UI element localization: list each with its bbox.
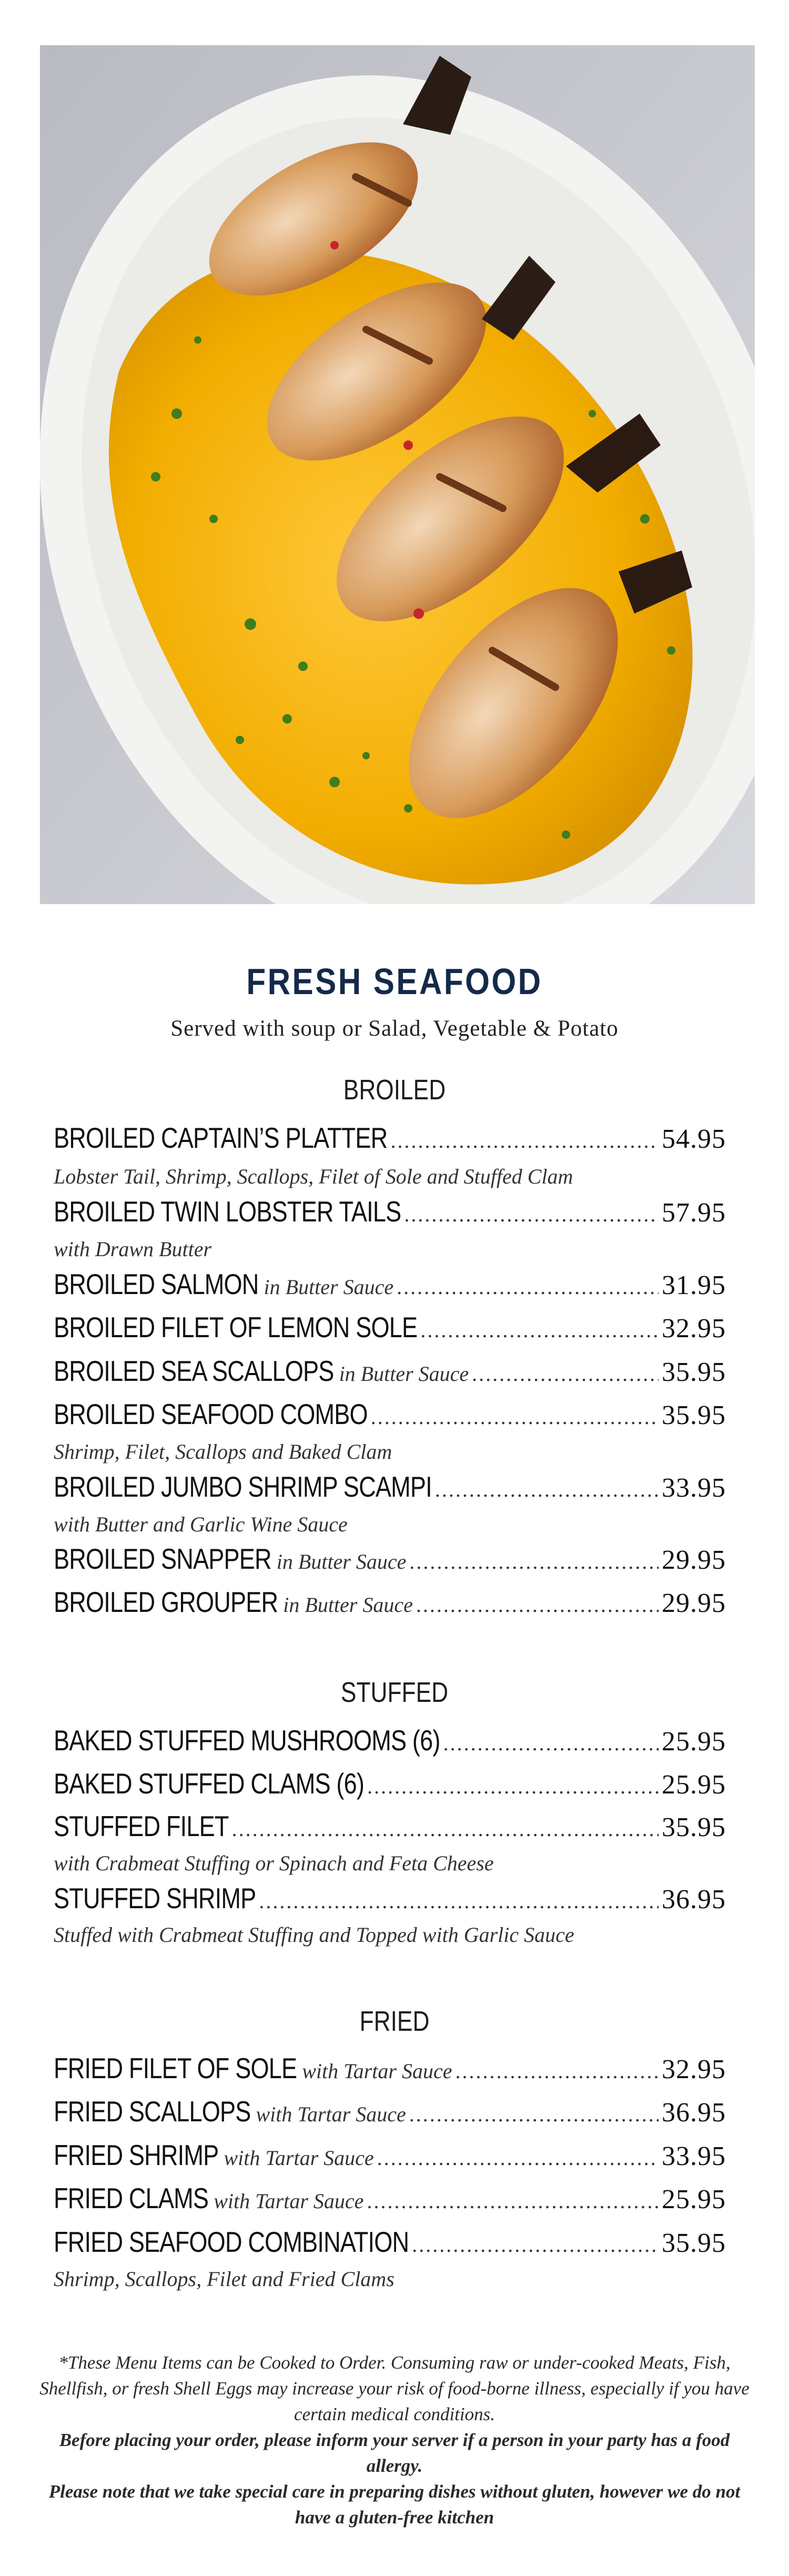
footer-notes: [37, 2350, 752, 2530]
menu-item: [54, 2225, 726, 2259]
hero-photo: [40, 45, 755, 904]
section-heading-broiled: BROILED: [343, 1074, 446, 1106]
leader-dots: [455, 2059, 659, 2083]
menu-item: [54, 1267, 726, 1301]
section-heading-stuffed: STUFFED: [340, 1677, 449, 1708]
menu-item: [54, 1121, 726, 1155]
item-name: BROILED SEA SCALLOPS: [54, 1355, 334, 1387]
leader-dots: [416, 1592, 659, 1617]
item-name: FRIED SCALLOPS: [54, 2095, 251, 2128]
leader-dots: [390, 1128, 659, 1153]
item-price: 29.95: [662, 1545, 726, 1575]
section-heading-fried: FRIED: [359, 2006, 430, 2037]
item-price: 35.95: [662, 1357, 726, 1387]
item-name: FRIED SEAFOOD COMBINATION: [54, 2226, 409, 2258]
item-name: BROILED SALMON: [54, 1268, 259, 1300]
item-description: with Butter and Garlic Wine Sauce: [54, 1512, 348, 1536]
item-price: 57.95: [662, 1198, 726, 1228]
menu-item: [54, 1397, 726, 1431]
leader-dots: [367, 1774, 659, 1799]
menu-item: [54, 2138, 726, 2172]
menu-item: [54, 1354, 726, 1388]
item-description: Lobster Tail, Shrimp, Scallops, Filet of Sole and Stuffed Clam: [54, 1165, 573, 1188]
item-price: 29.95: [662, 1588, 726, 1618]
menu-title: FRESH SEAFOOD: [246, 961, 543, 1002]
leader-dots: [259, 1889, 659, 1913]
item-name: BROILED FILET OF LEMON SOLE: [54, 1311, 418, 1344]
leader-dots: [377, 2146, 659, 2170]
item-name: BROILED TWIN LOBSTER TAILS: [54, 1195, 401, 1228]
item-price: 31.95: [662, 1270, 726, 1300]
leader-dots: [412, 2232, 659, 2257]
item-name: FRIED SHRIMP: [54, 2139, 219, 2171]
item-price: 25.95: [662, 2184, 726, 2214]
item-name: STUFFED FILET: [54, 1810, 229, 1842]
leader-dots: [420, 1318, 659, 1342]
leader-dots: [409, 2102, 659, 2127]
leader-dots: [443, 1731, 659, 1756]
menu-item: [54, 1881, 726, 1915]
item-description: Shrimp, Filet, Scallops and Baked Clam: [54, 1440, 392, 1464]
item-price: 36.95: [662, 2098, 726, 2128]
item-price: 35.95: [662, 1812, 726, 1842]
item-price: 35.95: [662, 1400, 726, 1430]
allergy-notice: Before placing your order, please inform your server if a person in your party has a food allergy.: [59, 2430, 730, 2476]
menu-item: [54, 1470, 726, 1503]
item-name: BROILED SNAPPER: [54, 1542, 271, 1575]
item-price: 32.95: [662, 1314, 726, 1344]
item-description: with Crabmeat Stuffing or Spinach and Feta Cheese: [54, 1851, 494, 1875]
menu-item: [54, 1542, 726, 1576]
item-price: 33.95: [662, 2141, 726, 2171]
item-name: BAKED STUFFED MUSHROOMS (6): [54, 1724, 440, 1757]
menu-item: [54, 2051, 726, 2085]
item-name: FRIED CLAMS: [54, 2182, 209, 2214]
menu-item: [54, 1723, 726, 1757]
item-description: Shrimp, Scallops, Filet and Fried Clams: [54, 2267, 394, 2291]
leader-dots: [472, 1361, 659, 1386]
item-price: 35.95: [662, 2228, 726, 2258]
menu-item: [54, 1585, 726, 1619]
menu-item: [54, 1310, 726, 1344]
item-name: BAKED STUFFED CLAMS (6): [54, 1767, 365, 1800]
leader-dots: [435, 1477, 659, 1502]
item-note: in Butter Sauce: [339, 1362, 469, 1386]
menu-item: [54, 1809, 726, 1843]
item-note: with Tartar Sauce: [302, 2059, 452, 2083]
item-note: with Tartar Sauce: [214, 2189, 364, 2213]
menu-subtitle: Served with soup or Salad, Vegetable & Potato: [170, 1016, 619, 1041]
item-name: BROILED GROUPER: [54, 1586, 278, 1618]
item-name: FRIED FILET OF SOLE: [54, 2052, 297, 2084]
item-note: in Butter Sauce: [264, 1275, 394, 1299]
item-price: 36.95: [662, 1885, 726, 1915]
menu-item: [54, 2181, 726, 2215]
leader-dots: [371, 1405, 659, 1429]
menu-item: [54, 1195, 726, 1228]
item-note: in Butter Sauce: [283, 1593, 413, 1617]
item-note: in Butter Sauce: [276, 1550, 407, 1573]
menu-item: [54, 2094, 726, 2128]
gluten-notice: Please note that we take special care in preparing dishes without gluten, however we do not have a gluten-free kitchen: [48, 2481, 741, 2528]
disclaimer-text: *These Menu Items can be Cooked to Order. Consuming raw or under-cooked Meats, Fish, Shellfish, or fresh Shell Eggs may increase your risk of food-borne illness, especially if you have certain medical conditions.: [39, 2352, 750, 2424]
item-description: with Drawn Butter: [54, 1237, 212, 1261]
item-name: BROILED CAPTAIN’S PLATTER: [54, 1121, 388, 1154]
leader-dots: [397, 1275, 659, 1299]
item-note: with Tartar Sauce: [256, 2102, 406, 2126]
item-price: 32.95: [662, 2054, 726, 2084]
leader-dots: [367, 2189, 659, 2213]
item-price: 54.95: [662, 1124, 726, 1154]
leader-dots: [409, 1549, 659, 1574]
item-price: 25.95: [662, 1770, 726, 1800]
item-name: BROILED JUMBO SHRIMP SCAMPI: [54, 1470, 432, 1503]
item-name: STUFFED SHRIMP: [54, 1882, 256, 1915]
item-price: 33.95: [662, 1473, 726, 1503]
leader-dots: [232, 1817, 659, 1841]
item-note: with Tartar Sauce: [224, 2146, 374, 2170]
menu-item: [54, 1767, 726, 1800]
item-price: 25.95: [662, 1727, 726, 1757]
item-name: BROILED SEAFOOD COMBO: [54, 1398, 368, 1430]
item-description: Stuffed with Crabmeat Stuffing and Topped with Garlic Sauce: [54, 1923, 574, 1947]
leader-dots: [404, 1202, 659, 1227]
